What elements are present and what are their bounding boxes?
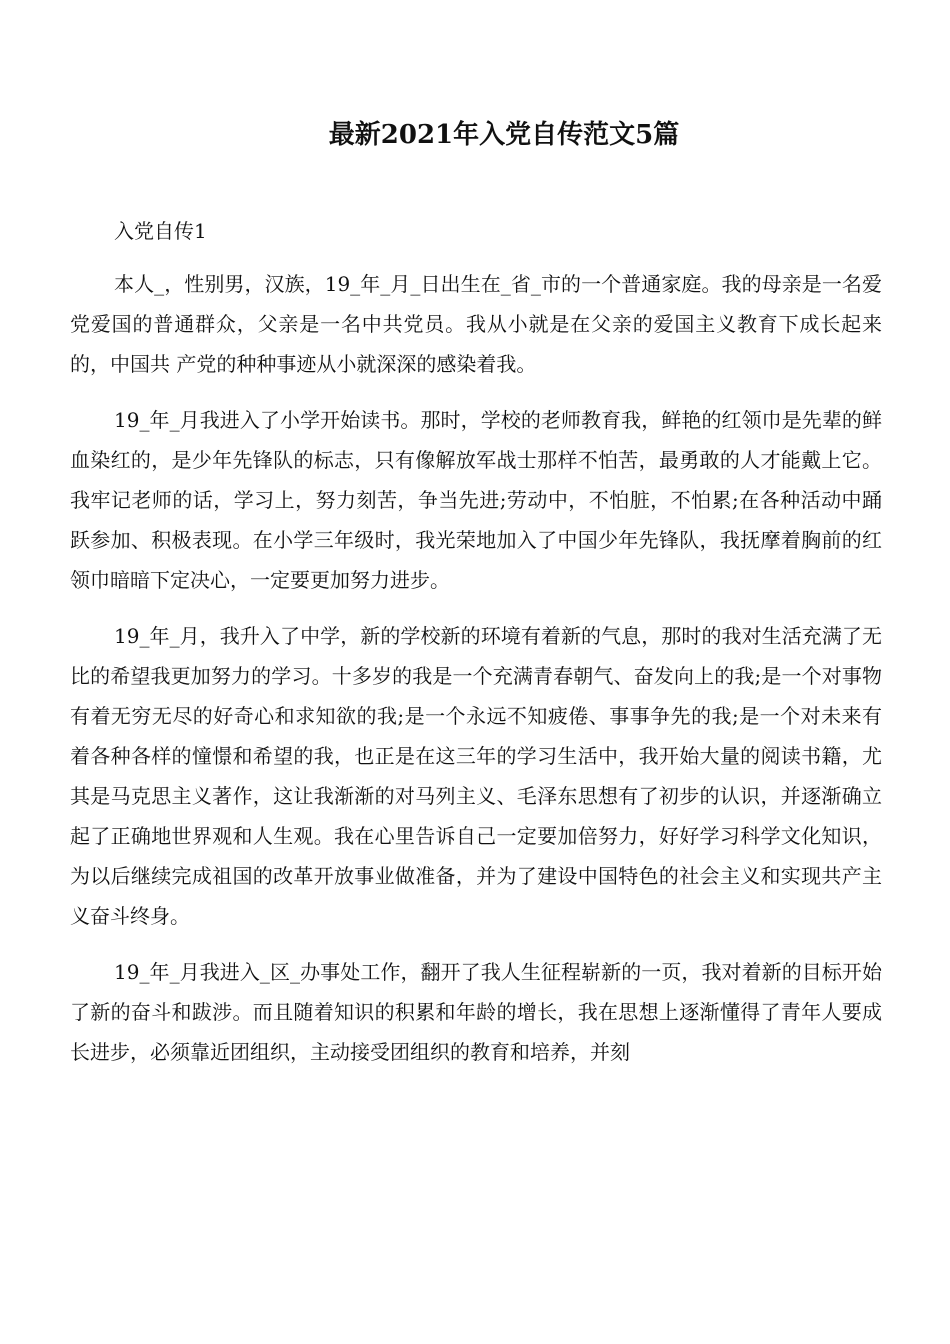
paragraph-3: 19_年_月，我升入了中学，新的学校新的环境有着新的气息，那时的我对生活充满了无比的希望我更加努力的学习。十多岁的我是一个充满青春朝气、奋发向上的我;是一个对事物有着无穷无尽的好奇心和求知欲的我;是一个永远不知疲倦、事事争先的我;是一个对未来有着各种各样的憧憬和希望的我，也正是在这三年的学习生活中，我开始大量的阅读书籍，尤其是马克思主义著作，这让我渐渐的对马列主义、毛泽东思想有了初步的认识，并逐渐确立起了正确地世界观和人生观。我在心里告诉自己一定要加倍努力，好好学习科学文化知识，为以后继续完成祖国的改革开放事业做准备，并为了建设中国特色的社会主义和实现共产主义奋斗终身。	[70, 624, 882, 928]
paragraph-4: 19_年_月我进入_区_办事处工作，翻开了我人生征程崭新的一页，我对着新的目标开始了新的奋斗和跋涉。而且随着知识的积累和年龄的增长，我在思想上逐渐懂得了青年人要成长进步，必须靠近团组织，主动接受团组织的教育和培养，并刻	[70, 960, 882, 1064]
section-heading: 入党自传1	[114, 219, 207, 243]
document-body	[70, 264, 882, 1072]
document-title: 最新2021年入党自传范文5篇	[328, 120, 680, 151]
paragraph-2: 19_年_月我进入了小学开始读书。那时，学校的老师教育我，鲜艳的红领巾是先辈的鲜血染红的，是少年先锋队的标志，只有像解放军战士那样不怕苦，最勇敢的人才能戴上它。我牢记老师的话，学习上，努力刻苦，争当先进;劳动中，不怕脏，不怕累;在各种活动中踊跃参加、积极表现。在小学三年级时，我光荣地加入了中国少年先锋队，我抚摩着胸前的红领巾暗暗下定决心，一定要更加努力进步。	[70, 408, 882, 592]
paragraph-1: 本人_，性别男，汉族，19_年_月_日出生在_省_市的一个普通家庭。我的母亲是一名爱党爱国的普通群众，父亲是一名中共党员。我从小就是在父亲的爱国主义教育下成长起来的，中国共 产党的种种事迹从小就深深的感染着我。	[70, 272, 882, 376]
